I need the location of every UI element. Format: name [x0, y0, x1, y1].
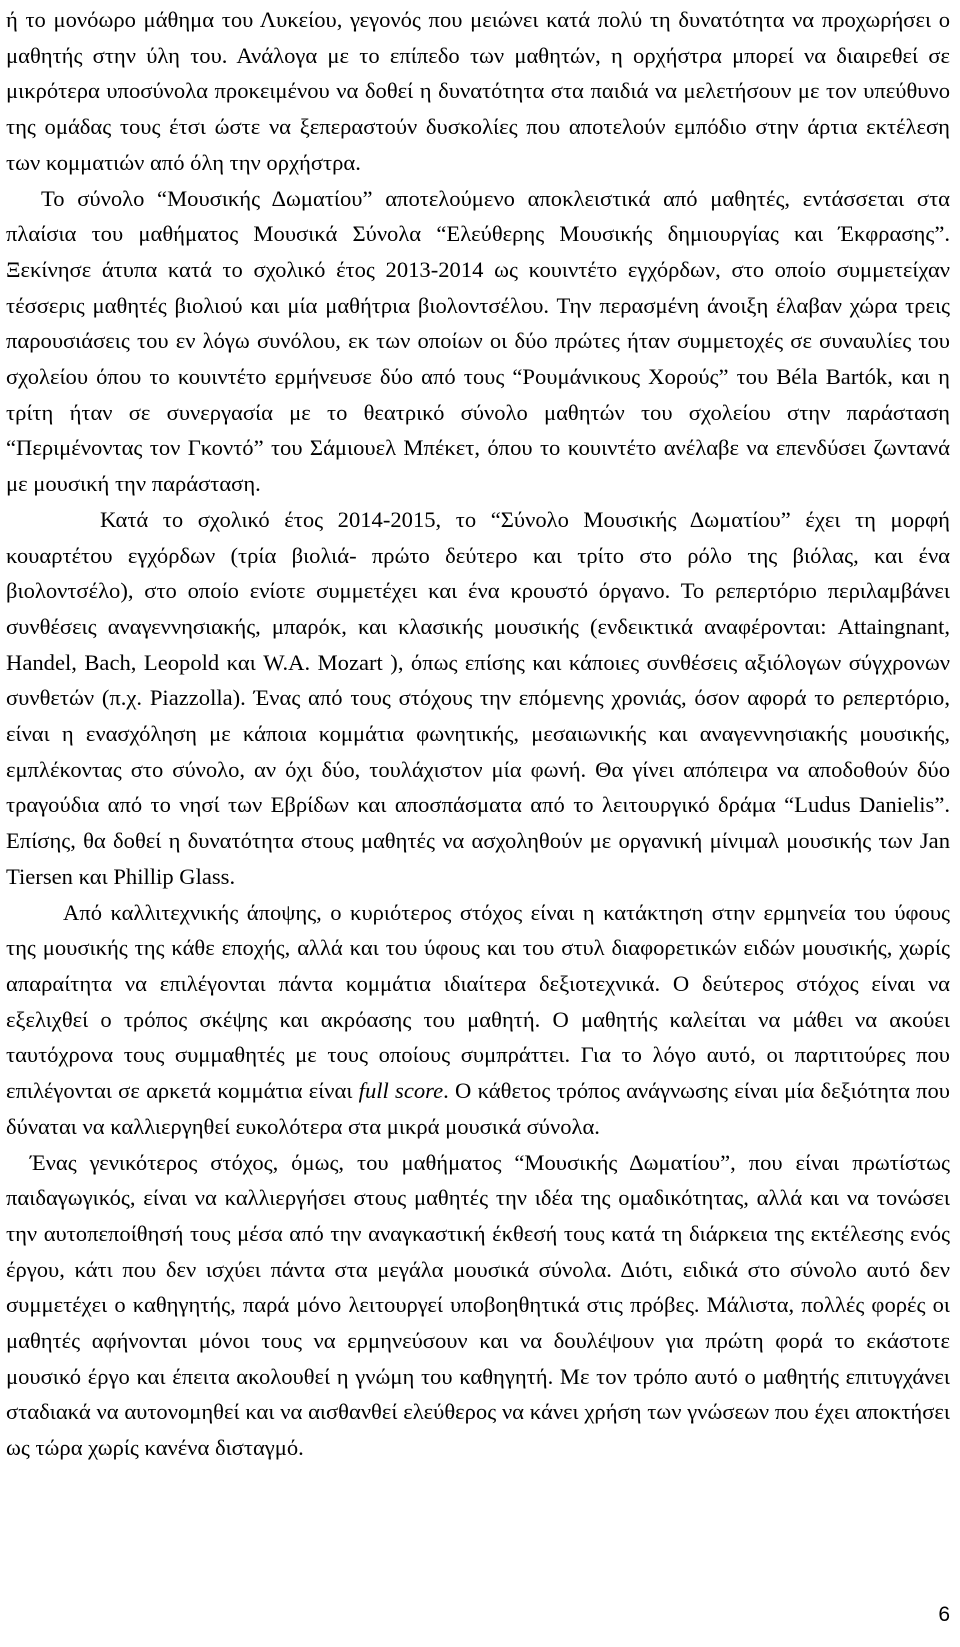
- paragraph-4: [6, 895, 950, 1145]
- paragraph-1: ή το μονόωρο μάθημα του Λυκείου, γεγονός που μειώνει κατά πολύ τη δυνατότητα να προχωρήσει ο μαθητής στην ύλη του. Ανάλογα με το επίπεδο των μαθητών, η ορχήστρα μπορεί να διαιρεθεί σε μικρότερα υποσύνολα προκειμένου να δοθεί η δυνατότητα στα παιδιά να μελετήσουν με τον υπεύθυνο της ομάδας τους έτσι ώστε να ξεπεραστούν δυσκολίες που αποτελούν εμπόδιο στην άρτια εκτέλεση των κομματιών από όλη την ορχήστρα.: [6, 7, 950, 175]
- paragraph-5: Ένας γενικότερος στόχος, όμως, του μαθήματος “Μουσικής Δωματίου”, που είναι πρωτίστως παιδαγωγικός, είναι να καλλιεργήσει στους μαθητές την ιδέα της ομαδικότητας, αλλά και να τονώσει την αυτοπεποίθησή τους μέσα από την αναγκαστική έκθεσή τους κατά τη διάρκεια της εκτέλεσης ενός έργου, κάτι που δεν ισχύει πάντα στα μεγάλα μουσικά σύνολα. Διότι, ειδικά στο σύνολο αυτό δεν συμμετέχει ο καθηγητής, παρά μόνο λειτουργεί υποβοηθητικά στις πρόβες. Μάλιστα, πολλές φορές οι μαθητές αφήνονται μόνοι τους να ερμηνεύσουν και να δουλέψουν για πρώτη φορά το εκάστοτε μουσικό έργο και έπειτα ακολουθεί η γνώμη του καθηγητή. Με τον τρόπο αυτό ο μαθητής επιτυγχάνει σταδιακά να αυτονομηθεί και να αισθανθεί ελεύθερος να κάνει χρήση των γνώσεων που έχει αποκτήσει ως τώρα χωρίς κανένα δισταγμό.: [6, 1149, 950, 1461]
- body-text: [6, 2, 950, 1466]
- paragraph-2: Το σύνολο “Μουσικής Δωματίου” αποτελούμενο αποκλειστικά από μαθητές, εντάσσεται στα πλαίσια του μαθήματος Μουσικά Σύνολα “Ελεύθερης Μουσικής δημιουργίας και Έκφρασης”. Ξεκίνησε άτυπα κατά το σχολικό έτος 2013-2014 ως κουιντέτο εγχόρδων, στο οποίο συμμετείχαν τέσσερις μαθητές βιολιού και μία μαθήτρια βιολοντσέλου. Την περασμένη άνοιξη έλαβαν χώρα τρεις παρουσιάσεις του εν λόγω συνόλου, εκ των οποίων οι δύο πρώτες ήταν συμμετοχές σε συναυλίες του σχολείου όπου το κουιντέτο ερμήνευσε δύο από τους “Ρουμάνικους Χορούς” του Béla Bartók, και η τρίτη ήταν σε συνεργασία με το θεατρικό σύνολο μαθητών του σχολείου στην παράσταση “Περιμένοντας τον Γκοντό” του Σάμιουελ Μπέκετ, όπου το κουιντέτο ανέλαβε να επενδύσει ζωντανά με μουσική την παράσταση.: [6, 185, 950, 497]
- paragraph-4-text-end: . Ο κάθετος τρόπος ανάγνωσης είναι μία δεξιότητα που δύναται να καλλιεργηθεί ευκολότερα στα μικρά μουσικά σύνολα.: [6, 1078, 950, 1139]
- full-score-emphasis: full score: [358, 1078, 444, 1104]
- page-number: 6: [938, 1603, 950, 1626]
- paragraph-4-text-start: Από καλλιτεχνικής άποψης, ο κυριότερος στόχος είναι η κατάκτηση στην ερμηνεία του ύφους της μουσικής της κάθε εποχής, αλλά και του ύφους και του στυλ διαφορετικών ειδών μουσικής, χωρίς απαραίτητα να επιλέγονται πάντα κομμάτια ιδιαίτερα δεξιοτεχνικά. Ο δεύτερος στόχος είναι να εξελιχθεί ο τρόπος σκέψης και ακρόασης του μαθητή. Ο μαθητής καλείται να μάθει να ακούει ταυτόχρονα τους συμμαθητές με τους οποίους συμπράττει. Για το λόγο αυτό, οι παρτιτούρες που επιλέγονται σε αρκετά κομμάτια είναι: [6, 899, 950, 1104]
- paragraph-3: Κατά το σχολικό έτος 2014-2015, το “Σύνολο Μουσικής Δωματίου” έχει τη μορφή κουαρτέτου εγχόρδων (τρία βιολιά- πρώτο δεύτερο και τρίτο στο ρόλο της βιόλας, και ένα βιολοντσέλο), στο οποίο ενίοτε συμμετέχει και ένα κρουστό όργανο. Το ρεπερτόριο περιλαμβάνει συνθέσεις αναγεννησιακής, μπαρόκ, και κλασικής μουσικής (ενδεικτικά αναφέρονται: Attaingnant, Handel, Bach, Leopold και W.A. Mozart ), όπως επίσης και κάποιες συνθέσεις αξιόλογων σύγχρονων συνθετών (π.χ. Piazzolla). Ένας από τους στόχους την επόμενης χρονιάς, όσον αφορά το ρεπερτόριο, είναι η ενασχόληση με κάποια κομμάτια φωνητικής, μεσαιωνικής και αναγεννησιακής μουσικής, εμπλέκοντας στο σύνολο, αν όχι δύο, τουλάχιστον μία φωνή. Θα γίνει απόπειρα να αποδοθούν δύο τραγούδια από το νησί των Εβρίδων και αποσπάσματα από το λειτουργικό δράμα “Ludus Danielis”. Επίσης, θα δοθεί η δυνατότητα στους μαθητές να ασχοληθούν με οργανική μίνιμαλ μουσικής των Jan Tiersen και Phillip Glass.: [6, 506, 950, 889]
